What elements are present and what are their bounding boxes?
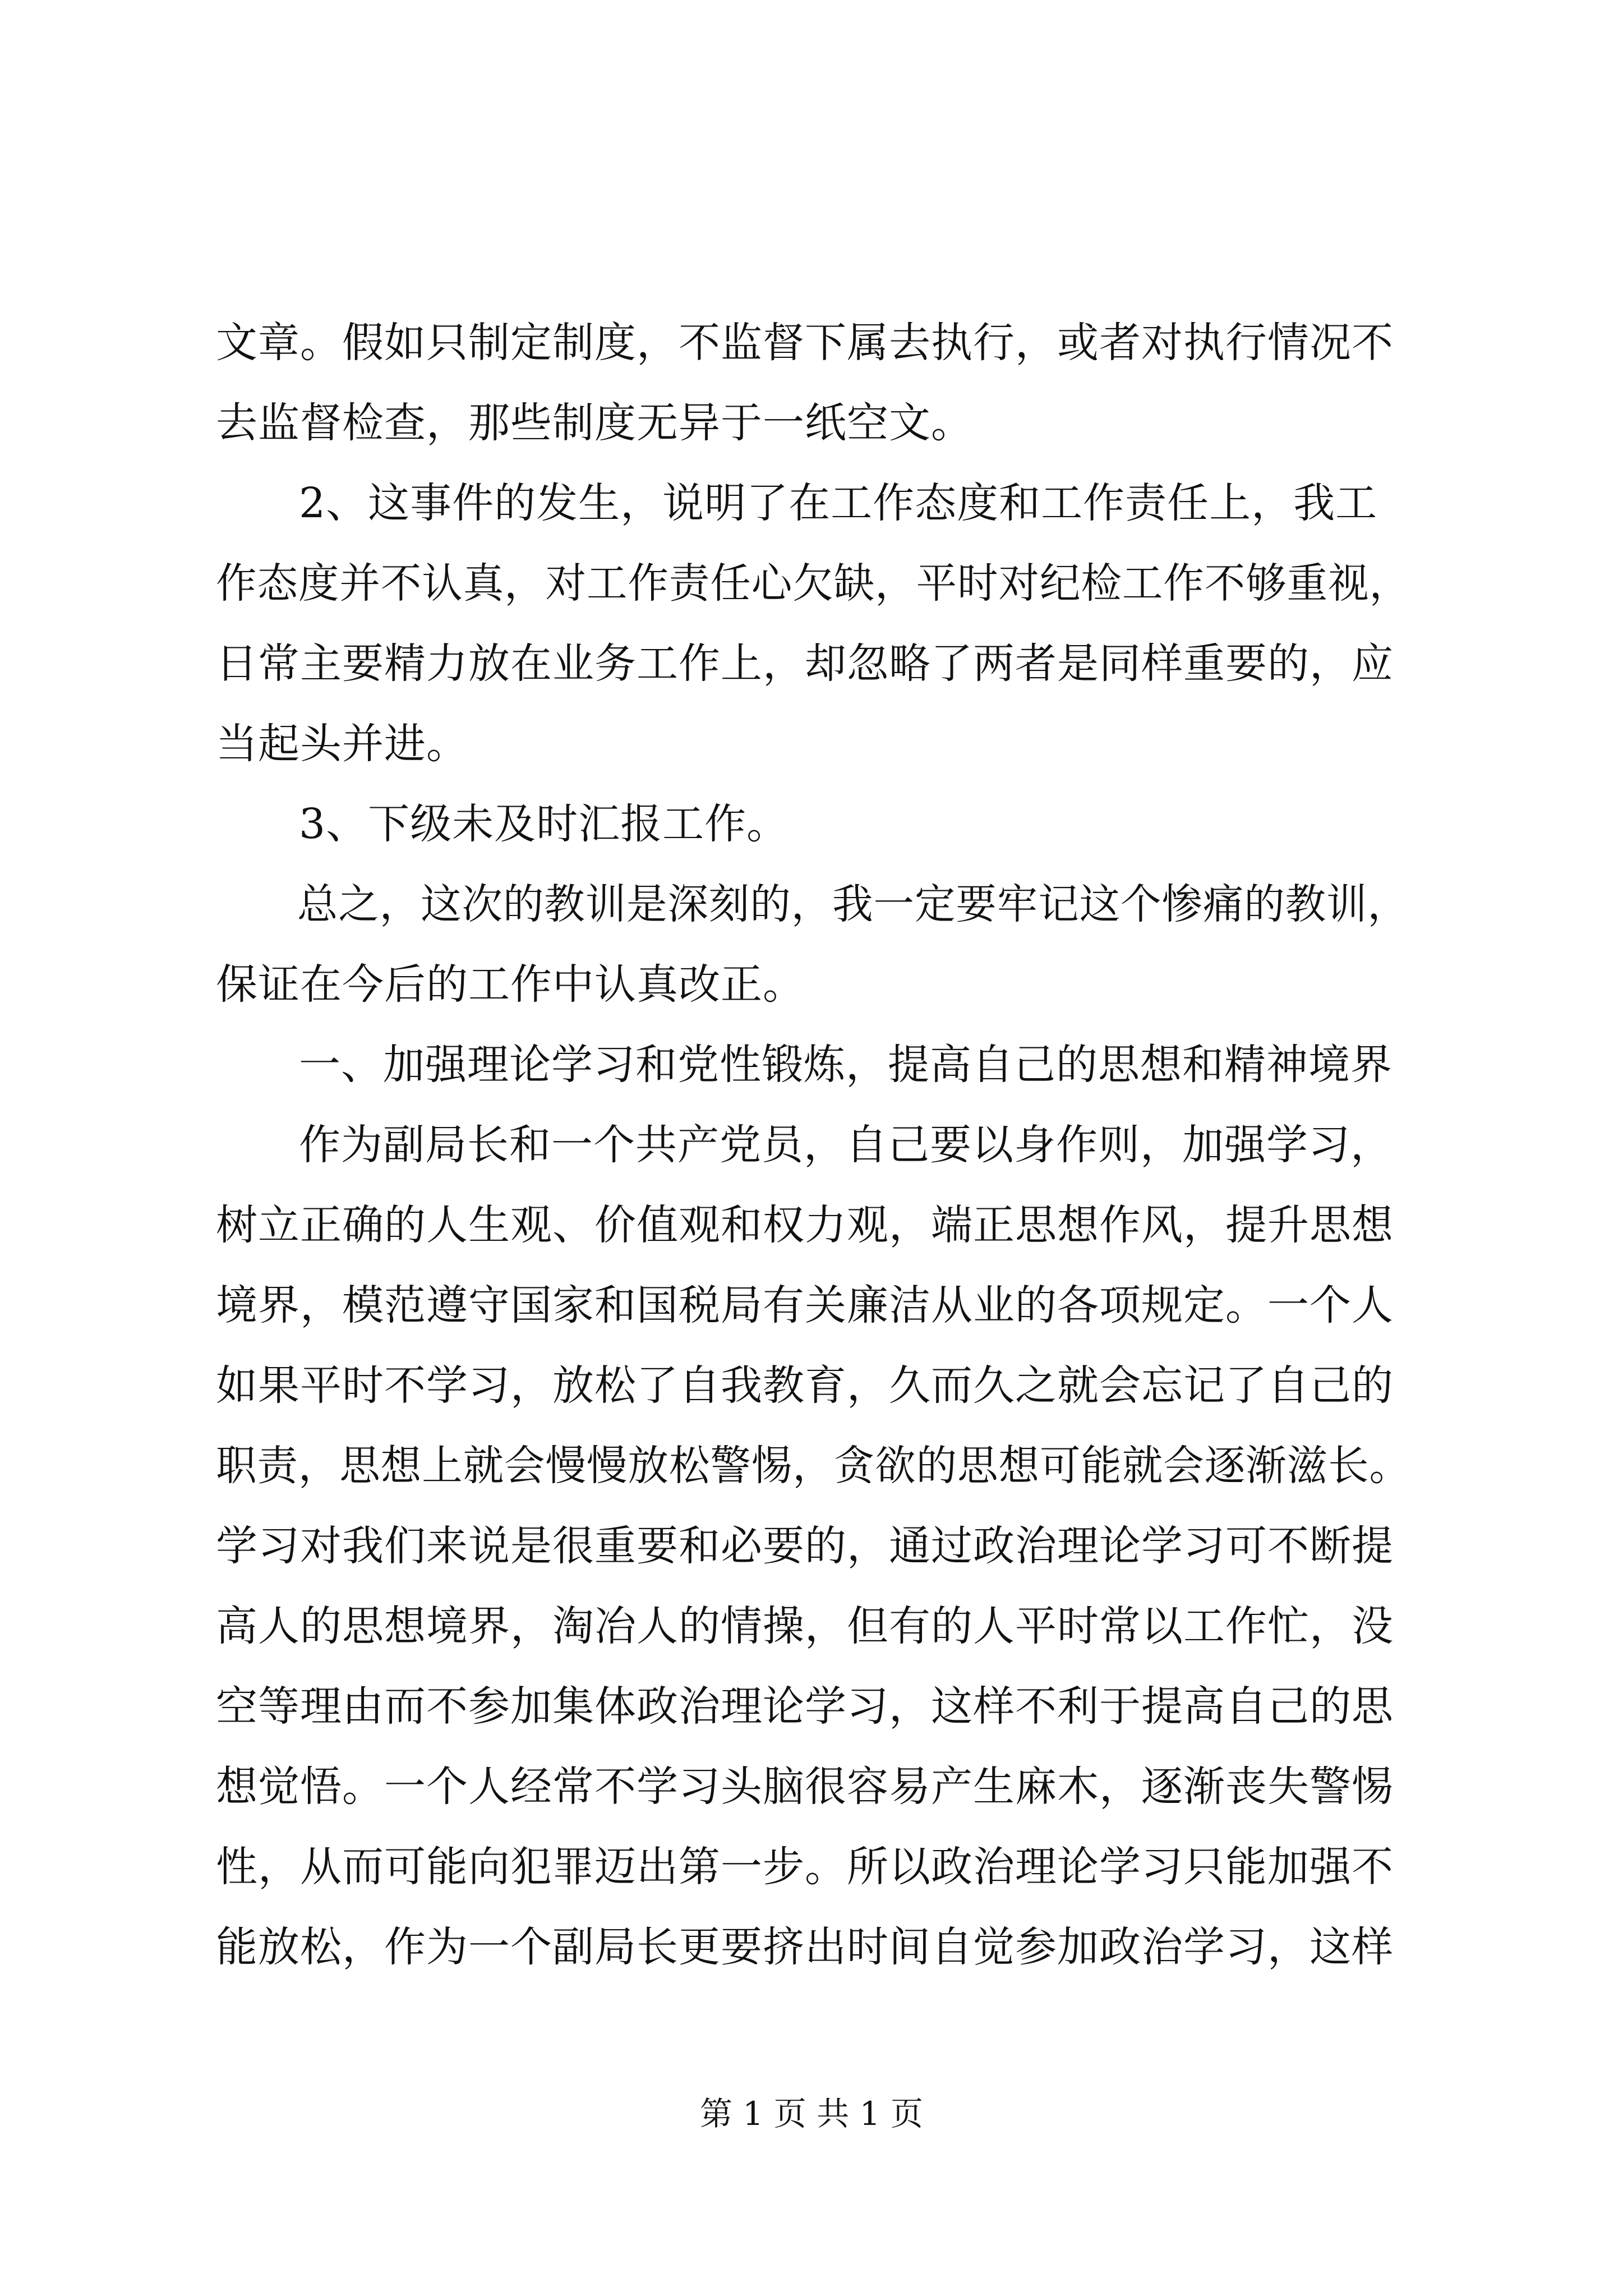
text-line: 作态度并不认真，对工作责任心欠缺，平时对纪检工作不够重视， xyxy=(216,559,1410,608)
text-line: 总之，这次的教训是深刻的，我一定要牢记这个惨痛的教训， xyxy=(297,880,1409,928)
text-line: 树立正确的人生观、价值观和权力观，端正思想作风，提升思想 xyxy=(216,1201,1394,1249)
text-line: 日常主要精力放在业务工作上，却忽略了两者是同样重要的，应 xyxy=(216,639,1394,688)
text-line: 学习对我们来说是很重要和必要的，通过政治理论学习可不断提 xyxy=(216,1522,1394,1570)
document-body xyxy=(216,303,1410,1987)
text-line: 境界，模范遵守国家和国税局有关廉洁从业的各项规定。一个人 xyxy=(216,1281,1394,1329)
text-line: 想觉悟。一个人经常不学习头脑很容易产生麻木，逐渐丧失警惕 xyxy=(216,1763,1394,1811)
text-line: 一、加强理论学习和党性锻炼，提高自己的思想和精神境界 xyxy=(299,1041,1393,1089)
text-line: 如果平时不学习，放松了自我教育，久而久之就会忘记了自己的 xyxy=(216,1361,1394,1410)
text-line: 当起头并进。 xyxy=(216,720,468,768)
text-line: 作为副局长和一个共产党员，自己要以身作则，加强学习， xyxy=(299,1121,1393,1169)
text-line: 空等理由而不参加集体政治理论学习，这样不利于提高自己的思 xyxy=(216,1682,1394,1731)
text-line: 3、下级未及时汇报工作。 xyxy=(299,800,789,848)
text-line: 性，从而可能向犯罪迈出第一步。所以政治理论学习只能加强不 xyxy=(216,1843,1394,1891)
text-line: 去监督检查，那些制度无异于一纸空文。 xyxy=(216,399,973,447)
text-line: 保证在今后的工作中认真改正。 xyxy=(216,960,805,1009)
text-line: 能放松，作为一个副局长更要挤出时间自觉参加政治学习，这样 xyxy=(216,1923,1394,1971)
text-line: 职责，思想上就会慢慢放松警惕，贪欲的思想可能就会逐渐滋长。 xyxy=(216,1442,1410,1490)
text-line: 高人的思想境界，淘冶人的情操，但有的人平时常以工作忙，没 xyxy=(216,1602,1394,1650)
text-line: 2、这事件的发生，说明了在工作态度和工作责任上，我工 xyxy=(299,479,1378,527)
text-line: 文章。假如只制定制度，不监督下属去执行，或者对执行情况不 xyxy=(216,319,1394,367)
page-footer: 第 1 页 共 1 页 xyxy=(700,2095,923,2133)
